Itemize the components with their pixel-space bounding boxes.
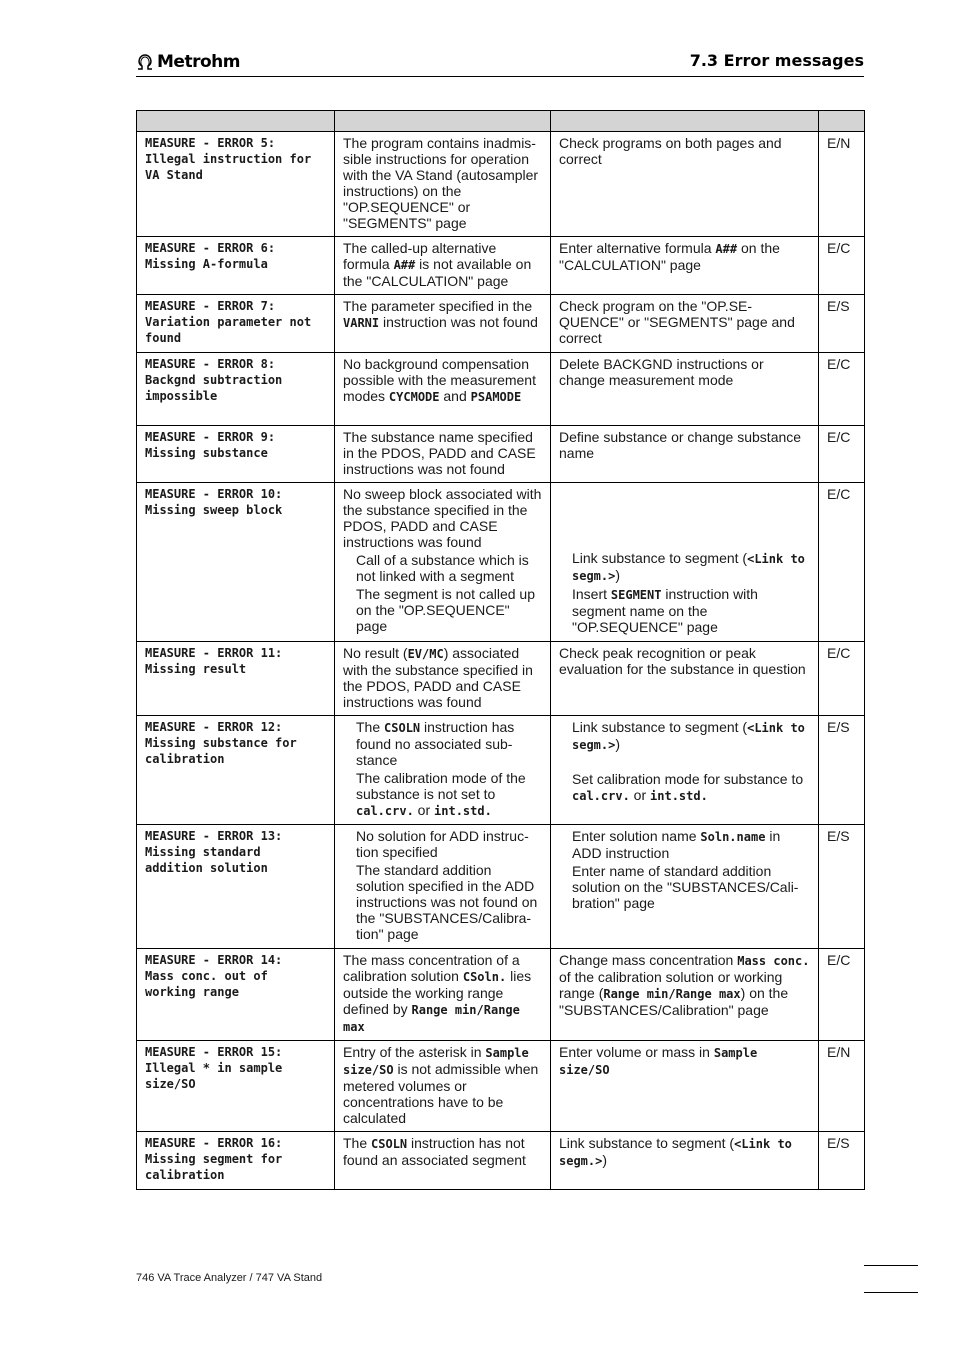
error-message-line: MEASURE - ERROR 14: (145, 953, 283, 967)
remedy-cell (551, 825, 819, 949)
text-run: No sweep block associated with the substance specified in the PDOS, PADD and CASE instructions was found (343, 486, 542, 550)
paragraph (343, 719, 542, 768)
brand-logo (136, 52, 240, 72)
text-run: or (629, 787, 651, 803)
metrohm-omega-icon (136, 54, 154, 70)
text-run: ) on the "SUBSTANCES/Calibration" page (559, 985, 789, 1018)
text-run: The standard addition solution specified in the ADD instructions was not found on the "SUBSTANCES/Calibra-tion" page (356, 862, 538, 942)
text-run: The (343, 1135, 372, 1151)
paragraph (559, 719, 810, 753)
error-message-line: MEASURE - ERROR 10: (145, 487, 283, 501)
error-message-cell (137, 295, 335, 353)
error-message-line: Missing result (145, 662, 247, 676)
text-run: Link substance to segment ( (572, 550, 748, 566)
error-message-line: calibration (145, 752, 225, 766)
text-run: CSOLN (384, 721, 421, 735)
text-run: cal.crv. (356, 804, 414, 818)
remedy-cell (551, 1041, 819, 1132)
text-run: <Link to segm.> (559, 1137, 792, 1168)
text-run: Delete BACKGND instructions or change measurement mode (559, 356, 764, 388)
text-run: <Link to segm.> (572, 721, 805, 752)
error-type-cell: E/C (819, 426, 865, 483)
text-run: Change mass concentration (559, 952, 738, 968)
error-message-line: Backgnd subtraction (145, 373, 283, 387)
cause-cell (335, 825, 551, 949)
error-message-line: Illegal instruction for (145, 152, 312, 166)
text-run: Link substance to segment ( (559, 1135, 735, 1151)
remedy-cell (551, 426, 819, 483)
paragraph (559, 828, 810, 861)
text-run: on the "CALCULATION" page (559, 240, 780, 273)
table-row (137, 1041, 865, 1132)
paragraph (343, 828, 542, 860)
text-run: Set calibration mode for substance to (572, 771, 804, 787)
cause-cell (335, 295, 551, 353)
error-message-cell (137, 642, 335, 716)
brand-name: Metrohm (157, 52, 240, 72)
remedy-cell (551, 642, 819, 716)
error-message-line: Missing standard (145, 845, 261, 859)
error-type-cell: E/C (819, 949, 865, 1041)
paragraph (559, 550, 810, 584)
cause-cell (335, 483, 551, 642)
remedy-cell (551, 1132, 819, 1190)
header-cell (335, 111, 551, 132)
cause-cell (335, 716, 551, 825)
error-message-cell (137, 716, 335, 825)
error-message-line: MEASURE - ERROR 7: (145, 299, 276, 313)
remedy-cell (551, 716, 819, 825)
paragraph (559, 586, 810, 635)
table-row (137, 642, 865, 716)
error-message-line: Missing A-formula (145, 257, 268, 271)
table-row (137, 353, 865, 426)
remedy-cell (551, 483, 819, 642)
header-cell (819, 111, 865, 132)
text-run: No solution for ADD instruc-tion specified (356, 828, 529, 860)
error-type-cell: E/C (819, 237, 865, 295)
text-run: Call of a substance which is not linked with a segment (356, 552, 529, 584)
error-message-line: MEASURE - ERROR 11: (145, 646, 283, 660)
cause-cell (335, 426, 551, 483)
error-message-line: Missing substance for (145, 736, 297, 750)
text-run: instruction with segment name on the "OP.SEQUENCE" page (572, 586, 758, 635)
error-message-line: Mass conc. out of (145, 969, 268, 983)
text-run: <Link to segm.> (572, 552, 805, 583)
error-message-cell (137, 353, 335, 426)
table-row (137, 132, 865, 237)
error-message-line: Illegal * in sample (145, 1061, 283, 1075)
error-message-cell (137, 1132, 335, 1190)
error-message-line: MEASURE - ERROR 6: (145, 241, 276, 255)
error-message-line: MEASURE - ERROR 5: (145, 136, 276, 150)
paragraph (559, 863, 810, 911)
text-run: instruction has found no associated sub-stance (356, 719, 515, 768)
remedy-cell (551, 353, 819, 426)
error-message-cell (137, 426, 335, 483)
text-run: ) (615, 736, 621, 752)
error-message-cell (137, 237, 335, 295)
error-message-line: Variation parameter not (145, 315, 312, 329)
text-run: Mass conc. (737, 954, 810, 968)
error-type-cell: E/S (819, 716, 865, 825)
text-run: CSOLN (371, 1137, 408, 1151)
remedy-cell (551, 949, 819, 1041)
text-run: SEGMENT (610, 588, 662, 602)
text-run: No result ( (343, 645, 408, 661)
cause-cell (335, 949, 551, 1041)
table-row (137, 825, 865, 949)
error-type-cell: E/S (819, 295, 865, 353)
cause-cell (335, 642, 551, 716)
cause-cell (335, 353, 551, 426)
error-message-line: found (145, 331, 182, 345)
footer-rule-top (864, 1265, 918, 1266)
text-run: CSoln. (462, 970, 507, 984)
table-header-row (137, 111, 865, 132)
text-run: instruction has not found an associated segment (343, 1135, 526, 1168)
text-run: The mass concentration of a calibration solution (343, 952, 520, 984)
text-run: Sample size/SO (343, 1046, 529, 1077)
footer-rule-bottom (864, 1292, 918, 1293)
error-message-line: calibration (145, 1168, 225, 1182)
text-run: Define substance or change substance name (559, 429, 802, 461)
cause-cell (335, 1041, 551, 1132)
error-message-line: Missing substance (145, 446, 268, 460)
text-run: The (356, 719, 385, 735)
text-run: The calibration mode of the substance is not set to (356, 770, 526, 802)
text-run: Enter alternative formula (559, 240, 716, 256)
text-run: The segment is not called up on the "OP.SEQUENCE" page (356, 586, 535, 634)
error-type-cell: E/C (819, 483, 865, 642)
text-run: int.std. (434, 804, 492, 818)
error-type-cell: E/C (819, 353, 865, 426)
text-run: ) (615, 567, 621, 583)
error-message-cell (137, 483, 335, 642)
text-run: No background compensation possible with the measurement modes (343, 356, 536, 404)
paragraph (343, 770, 542, 819)
header-cell (551, 111, 819, 132)
header-cell (137, 111, 335, 132)
text-run: is not available on the "CALCULATION" page (343, 256, 532, 289)
text-run: is not admissible when metered volumes or concentrations have to be calculated (343, 1061, 539, 1126)
text-run: The parameter specified in the (343, 298, 533, 314)
text-run: Soln.name (700, 830, 766, 844)
error-message-line: MEASURE - ERROR 12: (145, 720, 283, 734)
text-run: Link substance to segment ( (572, 719, 748, 735)
table-row (137, 237, 865, 295)
cause-cell (335, 132, 551, 237)
text-run: Range min/Range max (343, 1003, 520, 1034)
page-header (136, 48, 864, 77)
error-message-line: working range (145, 985, 239, 999)
error-message-line: MEASURE - ERROR 16: (145, 1136, 283, 1150)
text-run: The substance name specified in the PDOS, PADD and CASE instructions was not found (343, 429, 536, 477)
remedy-cell (551, 295, 819, 353)
text-run: PSAMODE (470, 390, 522, 404)
text-run: Enter solution name (572, 828, 701, 844)
error-type-cell: E/S (819, 1132, 865, 1190)
error-message-line: Missing segment for (145, 1152, 283, 1166)
error-message-cell (137, 1041, 335, 1132)
table-row (137, 1132, 865, 1190)
remedy-cell (551, 237, 819, 295)
text-run: Enter name of standard addition solution on the "SUBSTANCES/Cali-bration" page (572, 863, 799, 911)
error-type-cell: E/S (819, 825, 865, 949)
remedy-cell (551, 132, 819, 237)
footer-product: 746 VA Trace Analyzer / 747 VA Stand (136, 1272, 323, 1284)
error-message-cell (137, 949, 335, 1041)
paragraph (343, 552, 542, 584)
text-run: EV/MC (407, 647, 444, 661)
error-message-line: impossible (145, 389, 218, 403)
text-run: of the calibration solution or working range ( (559, 969, 783, 1001)
error-message-line: MEASURE - ERROR 9: (145, 430, 276, 444)
text-run: ) (602, 1152, 608, 1168)
text-run: CYCMODE (388, 390, 440, 404)
text-run: The program contains inadmis-sible instructions for operation with the VA Stand (autosampler instructions) on the "OP.SEQUENCE" or "SEGMENTS" page (343, 135, 539, 231)
paragraph (343, 586, 542, 634)
cause-cell (335, 237, 551, 295)
text-run: VARNI (343, 316, 380, 330)
cause-cell (335, 1132, 551, 1190)
error-message-cell (137, 825, 335, 949)
text-run: cal.crv. (572, 789, 630, 803)
text-run: Range min/Range max (603, 987, 741, 1001)
text-run: Check programs on both pages and correct (559, 135, 782, 167)
error-message-cell (137, 132, 335, 237)
error-message-line: MEASURE - ERROR 13: (145, 829, 283, 843)
section-title: 7.3 Error messages (689, 51, 864, 70)
paragraph (343, 486, 542, 550)
paragraph (559, 771, 810, 804)
error-messages-table (136, 110, 865, 1190)
text-run: The called-up alternative formula (343, 240, 497, 272)
error-message-line: size/SO (145, 1077, 196, 1091)
text-run: lies outside the working range defined by (343, 968, 532, 1017)
text-run: Enter volume or mass in (559, 1044, 714, 1060)
text-run: and (439, 388, 471, 404)
text-run: Entry of the asterisk in (343, 1044, 486, 1060)
error-message-line: Missing sweep block (145, 503, 283, 517)
table-row (137, 949, 865, 1041)
table-row (137, 426, 865, 483)
text-run: Check peak recognition or peak evaluation for the substance in question (559, 645, 806, 677)
text-run: in ADD instruction (572, 828, 781, 861)
text-run: A## (393, 258, 416, 272)
text-run: Sample size/SO (559, 1046, 758, 1077)
error-message-line: MEASURE - ERROR 8: (145, 357, 276, 371)
error-message-line: VA Stand (145, 168, 203, 182)
error-message-line: MEASURE - ERROR 15: (145, 1045, 283, 1059)
text-run: int.std. (650, 789, 708, 803)
error-type-cell: E/N (819, 1041, 865, 1132)
error-type-cell: E/C (819, 642, 865, 716)
text-run: instruction was not found (379, 314, 538, 330)
error-message-line: addition solution (145, 861, 268, 875)
text-run: or (413, 802, 435, 818)
text-run: Insert (572, 586, 611, 602)
text-run: Check program on the "OP.SE-QUENCE" or "SEGMENTS" page and correct (559, 298, 795, 346)
error-type-cell: E/N (819, 132, 865, 237)
text-run: A## (715, 242, 738, 256)
table-row (137, 483, 865, 642)
table-row (137, 716, 865, 825)
table-row (137, 295, 865, 353)
text-run: ) associated with the substance specified in the PDOS, PADD and CASE instructions was found (343, 645, 533, 710)
paragraph (343, 862, 542, 942)
